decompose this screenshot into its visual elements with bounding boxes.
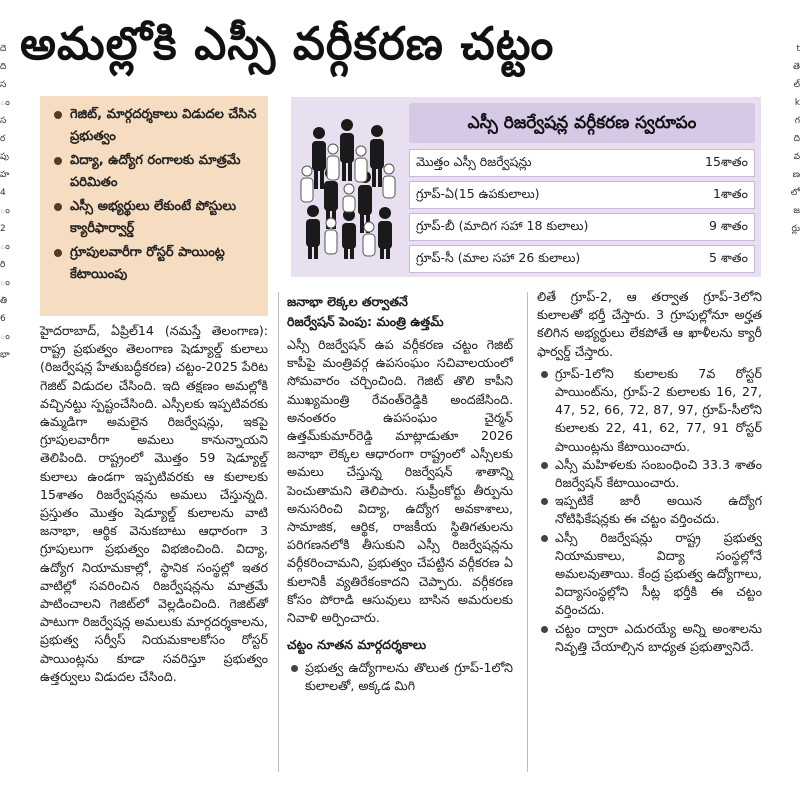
infobox-row — [409, 245, 755, 273]
infobox-title: ఎస్సీ రిజర్వేషన్ల వర్గీకరణ స్వరూపం — [409, 103, 755, 143]
column-divider — [527, 292, 528, 772]
infobox-row — [409, 181, 755, 209]
article-body: హైదరాబాద్‌, ఏప్రిల్‌14 (నమస్తే తెలంగాణ): రాష్ట్ర ప్రభుత్వం తెలంగాణ షెడ్యూల్డ్‌ కులాలు (రిజర్వేషన్ల హేతుబద్ధీకరణ) చట్టం-2025 పేరిట గెజిట్‌ విడుదల చేసింది. ఇది తక్షణం అమల్లోకి వచ్చినట్టు స్పష్టంచేసింది. ఎస్సీలకు ఇప్పటివరకు ఉమ్మడిగా అమలైన రిజర్వేషన్లు, ఇకపై గ్రూపులవారీగా అమలు కానున్నాయని తెలిపింది. రాష్ట్రంలో మొత్తం 59 షెడ్యూల్డ్‌ కులాలు ఉండగా ఇప్పటివరకు ఆ కులాలకు 15శాతం రిజర్వేషన్లను అమలు చేస్తున్నది. ప్రస్తుతం మొత్తం షెడ్యూల్డ్‌ కులాలను వాటి జనాభా, ఆర్థిక వెనుకబాటు ఆధారంగా 3 గ్రూపులుగా ప్రభుత్వం విభజించింది. విద్యా, ఉద్యోగ నియామకాల్లో, స్థానిక సంస్థల్లో ఇతర వాటిల్లో సవరించిన రిజర్వేషన్లను మాత్రమే పాటించాలని గెజిట్‌లో వెల్లడించింది. గెజిట్‌తో పాటుగా రిజర్వేషన్ల అమలుకు మార్గదర్శకాలను, ప్రభుత్వ సర్వీస్‌ నియమకాలకోసం రోస్టర్‌ పాయింట్లను కూడా సవరిస్తూ ప్రభుత్వం ఉత్తర్వులు విడుదల చేసింది. — [40, 323, 268, 684]
article-column-2 — [287, 292, 513, 696]
row-label: మొత్తం ఎస్సీ రిజర్వేషన్లు — [416, 153, 532, 169]
guideline-bullet: ఎస్సీ రిజర్వేషన్లు రాష్ట్ర ప్రభుత్వ నియామకాలు, విద్యా సంస్థల్లోనే అమలవుతాయి. కేంద్ర ప్రభుత్వ ఉద్యోగాలు, విద్యాసంస్థల్లోని సీట్ల భర్తీకి ఈ చట్టం వర్తించదు. — [537, 529, 762, 620]
guideline-bullet: చట్టం ద్వారా ఎదురయ్యే అన్ని అంశాలను నివృత్తి చేయాల్సిన బాధ్యత ప్రభుత్వానిదే. — [537, 620, 762, 656]
article-column-1 — [40, 322, 268, 686]
highlight-item: విద్యా, ఉద్యోగ రంగాలకు మాత్రమే పరిమితం — [50, 150, 260, 194]
highlight-item: ఎస్సీ అభ్యర్థులు లేకుంటే పోస్టులు క్యారీఫార్వార్డ్‌ — [50, 196, 260, 240]
bullet-icon — [54, 249, 62, 257]
bullet-icon — [54, 203, 62, 211]
row-value: 15శాతం — [705, 153, 748, 169]
row-label: గ్రూప్‌-సీ (మాల సహా 26 కులాలు) — [416, 249, 581, 265]
infobox-row — [409, 149, 755, 177]
subheading: జనాభా లెక్కల తర్వాతనే — [287, 294, 408, 309]
article-column-3 — [537, 288, 762, 656]
highlight-item: గ్రూపులవారీగా రోస్టర్‌ పాయింట్ల కేటాయింపు — [50, 242, 260, 286]
article-body: లితే గ్రూప్‌-2, ఆ తర్వాత గ్రూప్‌-3లోని కులాలతో భర్తీ చేస్తారు. 3 గ్రూపుల్లోనూ అర్హత కలిగిన అభ్యర్థులు లేకపోతే ఆ ఖాళీలను క్యారీ ఫార్వర్డ్‌ చేస్తారు. — [537, 289, 762, 359]
guideline-bullet: ప్రభుత్వ ఉద్యోగాలను తొలుత గ్రూప్‌-1లోని కులాలతో, అక్కడ మిగి — [287, 659, 513, 695]
highlight-item: గెజిట్‌, మార్గదర్శకాలు విడుదల చేసిన ప్రభుత్వం — [50, 104, 260, 148]
bullet-icon — [54, 157, 62, 165]
guideline-bullet: ఇప్పటికే జారీ అయిన ఉద్యోగ నోటిఫికేషన్లకు ఈ చట్టం వర్తించదు. — [537, 492, 762, 528]
guideline-bullet: ఎస్సీ మహిళలకు సంబంధించి 33.3 శాతం రిజర్వేషన్‌ కేటాయించారు. — [537, 456, 762, 492]
article-body: ఎస్సీ రిజర్వేషన్‌ ఉప వర్గీకరణ చట్టం గెజిట్‌ కాపీపై మంత్రివర్గ ఉపసంఘం సచివాలయంలో సోమవారం చర్చించింది. గెజిట్‌ తొలి కాపీని ముఖ్యమంత్రి రేవంత్‌రెడ్డికి అందజేసింది. అనంతరం ఉపసంఘం చైర్మన్‌ ఉత్తమ్‌కుమార్‌రెడ్డి మాట్లాడుతూ 2026 జనాభా లెక్కల ఆధారంగా రాష్ట్రంలో ఎస్సీలకు అమలు చేస్తున్న రిజర్వేషన్‌ శాతాన్ని పెంచుతామని తెలిపారు. సుప్రీంకోర్టు తీర్పును అనుసరించి విద్యా, ఉద్యోగ అవకాశాలు, సామాజిక, ఆర్థిక, రాజకీయ స్థితిగతులను పరిగణనలోకి తీసుకుని ఎస్సీ రిజర్వేషన్లను వర్గీకరించామని, ప్రభుత్వం చేపట్టిన వర్గీకరణ ఏ కులానికీ వ్యతిరేకంకాదని చెప్పారు. వర్గీకరణ కోసం పోరాడి ఆసువులు బాసిన అమరులకు నివాళి అర్పించారు. — [287, 337, 513, 626]
bullet-icon — [54, 111, 62, 119]
highlights-box — [40, 96, 268, 316]
row-label: గ్రూప్‌-ఏ(15 ఉపకులాలు) — [416, 185, 540, 201]
row-value: 5 శాతం — [708, 249, 748, 265]
adjacent-column-fragment-left: దె ది స ం స ర పు హ 4 ం 2 ం రి ం తి 6 ం భా — [0, 44, 10, 360]
reservation-infobox — [291, 97, 761, 277]
subheading: చట్టం నూతన మార్గదర్శకాలు — [287, 637, 427, 653]
row-label: గ్రూప్‌-బీ (మాదిగ సహా 18 కులాలు) — [416, 217, 589, 233]
subheading: రిజర్వేషన్‌ పెంపు: మంత్రి ఉత్తమ్‌ — [287, 314, 444, 329]
adjacent-column-fragment-right: t తె ల్ k గ ది వ ణ లో జ ర్లు — [790, 44, 800, 234]
row-value: 9 శాతం — [708, 217, 748, 233]
guideline-bullet: గ్రూప్‌-1లోని కులాలకు 7వ రోస్టర్‌ పాయింట్‌ను, గ్రూప్‌-2 కులాలకు 16, 27, 47, 52, 66, 72, 87, 97, గ్రూప్‌-సీలోని కులాలకు 22, 41, 62, 77, 91 రోస్టర్‌ పాయింట్లను కేటాయించారు. — [537, 365, 762, 456]
infobox-row — [409, 213, 755, 241]
column-divider — [278, 292, 279, 772]
infobox-table — [409, 149, 755, 277]
row-value: 1శాతం — [712, 185, 748, 201]
people-crowd-icon — [299, 111, 399, 261]
headline: అమల్లోకి ఎస్సీ వర్గీకరణ చట్టం — [20, 17, 555, 70]
